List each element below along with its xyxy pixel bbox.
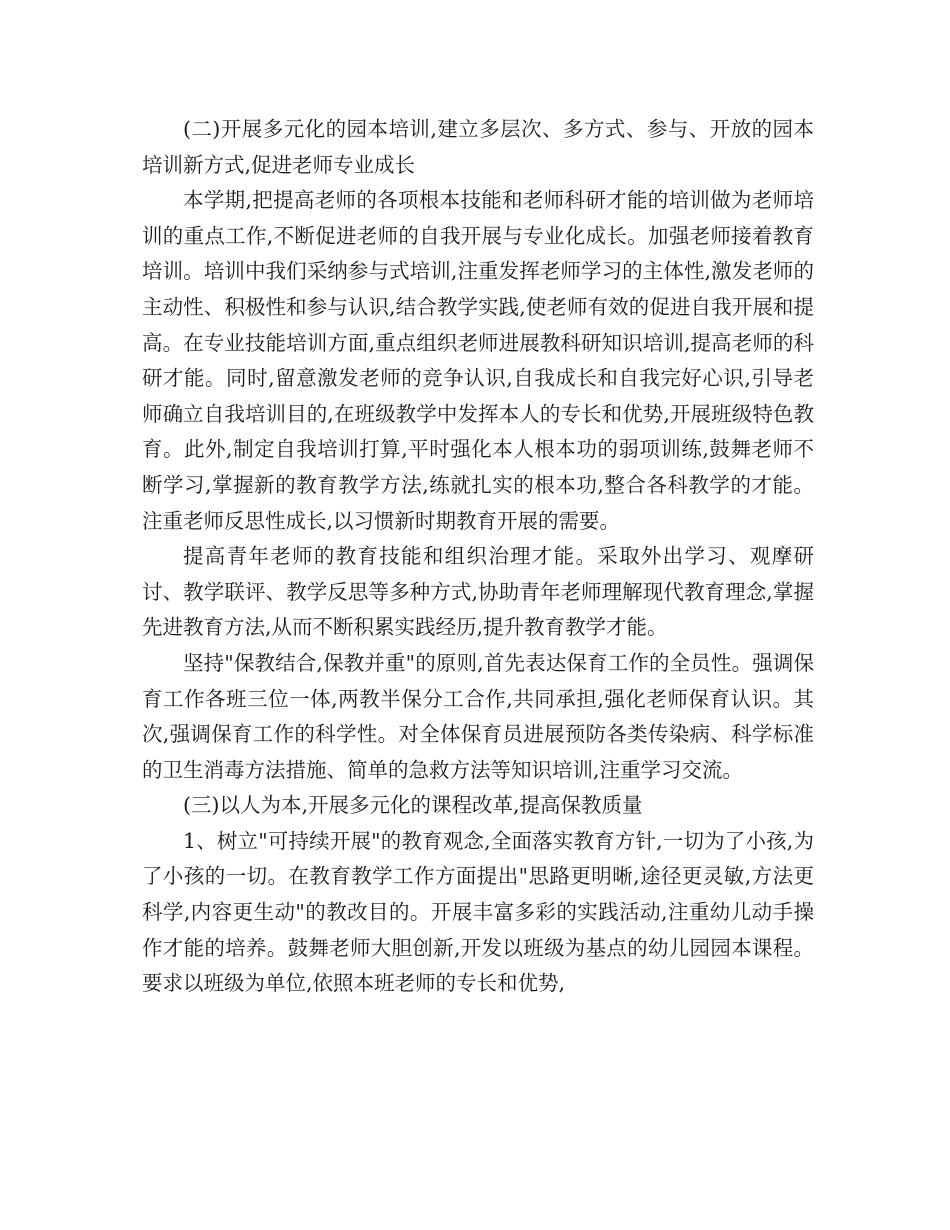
section-heading-3: (三)以人为本,开展多元化的课程改革,提高保教质量 (183, 793, 643, 818)
body-paragraph: 坚持"保教结合,保教并重"的原则,首先表达保育工作的全员性。强调保育工作各班三位一体,两教半保分工合作,共同承担,强化老师保育认识。其次,强调保育工作的科学性。对全体保育员进展预防各类传染病、科学标准的卫生消毒方法措施、简单的急救方法等知识培训,注重学习交流。 (142, 650, 814, 782)
document-body (142, 112, 814, 1002)
section-heading-2: (二)开展多元化的园本培训,建立多层次、多方式、参与、开放的园本培训新方式,促进老师专业成长 (142, 117, 814, 177)
body-paragraph: 提高青年老师的教育技能和组织治理才能。采取外出学习、观摩研讨、教学联评、教学反思等多种方式,协助青年老师理解现代教育理念,掌握先进教育方法,从而不断积累实践经历,提升教育教学才能。 (142, 544, 814, 640)
body-paragraph: 1、树立"可持续开展"的教育观念,全面落实教育方针,一切为了小孩,为了小孩的一切。在教育教学工作方面提出"思路更明晰,途径更灵敏,方法更科学,内容更生动"的教改目的。开展丰富多彩的实践活动,注重幼儿动手操作才能的培养。鼓舞老师大胆创新,开发以班级为基点的幼儿园园本课程。要求以班级为单位,依照本班老师的专长和优势, (142, 828, 814, 996)
body-paragraph: 本学期,把提高老师的各项根本技能和老师科研才能的培训做为老师培训的重点工作,不断促进老师的自我开展与专业化成长。加强老师接着教育培训。培训中我们采纳参与式培训,注重发挥老师学习的主体性,激发老师的主动性、积极性和参与认识,结合教学实践,使老师有效的促进自我开展和提高。在专业技能培训方面,重点组织老师进展教科研知识培训,提高老师的科研才能。同时,留意激发老师的竞争认识,自我成长和自我完好心识,引导老师确立自我培训目的,在班级教学中发挥本人的专长和优势,开展班级特色教育。此外,制定自我培训打算,平时强化本人根本功的弱项训练,鼓舞老师不断学习,掌握新的教育教学方法,练就扎实的根本功,整合各科教学的才能。注重老师反思性成长,以习惯新时期教育开展的需要。 (142, 188, 814, 533)
